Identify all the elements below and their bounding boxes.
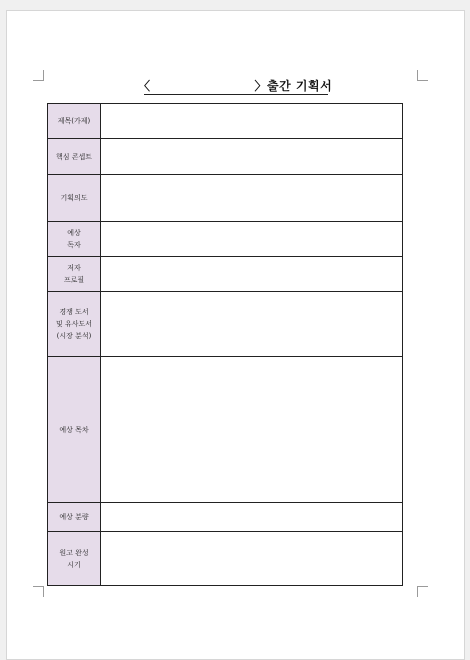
label-table-of-contents xyxy=(48,357,101,503)
row-target-readers xyxy=(48,222,403,257)
row-manuscript-completion xyxy=(48,532,403,586)
title-open-bracket: 〈 xyxy=(138,79,151,93)
label-line: 및 유사도서 xyxy=(55,320,93,328)
label-manuscript-completion xyxy=(48,532,101,586)
field-target-readers[interactable] xyxy=(101,222,403,257)
document-title xyxy=(138,76,332,94)
field-table-of-contents[interactable] xyxy=(101,357,403,503)
field-manuscript-completion[interactable] xyxy=(101,532,403,586)
field-title[interactable] xyxy=(101,104,403,139)
label-planning-intent xyxy=(48,175,101,222)
crop-mark-bottom-left xyxy=(33,586,44,597)
label-target-readers xyxy=(48,222,101,257)
label-line: 예상 xyxy=(67,229,81,237)
label-line: 독자 xyxy=(67,241,81,249)
label-competing-books xyxy=(48,292,101,357)
label-line: 저자 xyxy=(67,264,81,272)
row-author-profile xyxy=(48,257,403,292)
label-line: 예상 분량 xyxy=(59,513,89,521)
field-competing-books[interactable] xyxy=(101,292,403,357)
field-expected-length[interactable] xyxy=(101,503,403,532)
proposal-form-table xyxy=(47,103,403,586)
field-planning-intent[interactable] xyxy=(101,175,403,222)
crop-mark-top-right xyxy=(417,70,428,81)
label-core-concept xyxy=(48,139,101,175)
label-author-profile xyxy=(48,257,101,292)
title-close-bracket: 〉 xyxy=(254,79,268,93)
row-table-of-contents xyxy=(48,357,403,503)
field-author-profile[interactable] xyxy=(101,257,403,292)
label-line: 제목(가제) xyxy=(57,117,91,125)
row-planning-intent xyxy=(48,175,403,222)
label-line: 원고 완성 xyxy=(59,548,89,557)
label-line: 핵심 콘셉트 xyxy=(55,152,93,161)
row-expected-length xyxy=(48,503,403,532)
row-title xyxy=(48,104,403,139)
crop-mark-bottom-right xyxy=(417,586,428,597)
label-line: 예상 목차 xyxy=(59,425,89,434)
label-line: 시기 xyxy=(67,560,81,569)
row-competing-books xyxy=(48,292,403,357)
label-line: 프로필 xyxy=(63,276,85,284)
row-core-concept xyxy=(48,139,403,175)
title-underline xyxy=(144,94,328,95)
label-line: 경쟁 도서 xyxy=(59,308,89,316)
crop-mark-top-left xyxy=(33,70,44,81)
title-suffix: 출간 기획서 xyxy=(267,79,333,93)
label-line: (시장 분석) xyxy=(56,332,92,340)
field-core-concept[interactable] xyxy=(101,139,403,175)
label-line: 기획의도 xyxy=(60,194,88,202)
label-expected-length xyxy=(48,503,101,532)
label-title xyxy=(48,104,101,139)
